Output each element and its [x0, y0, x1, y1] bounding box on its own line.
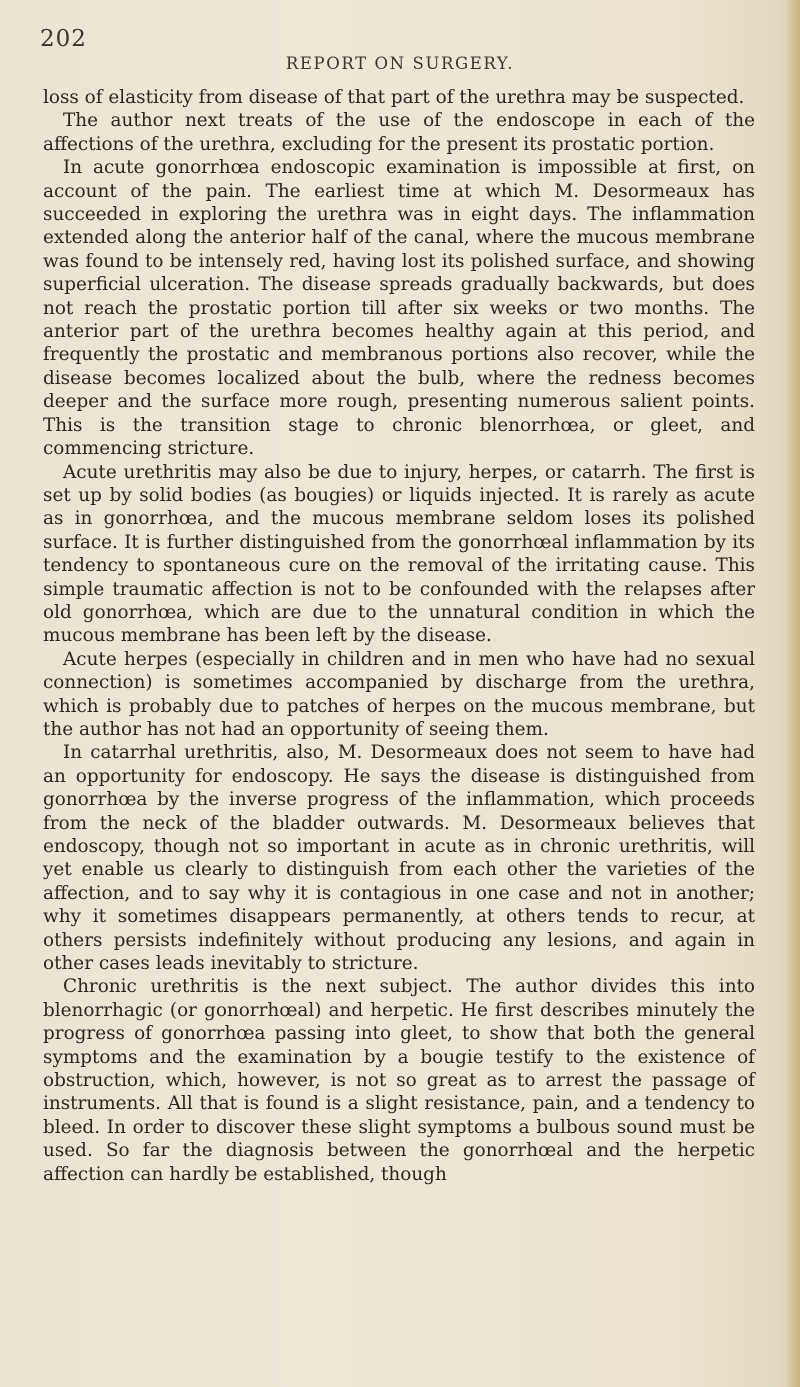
paragraph-acute-herpes: Acute herpes (especially in children and in men who have had no sexual connection) is sometimes accompanied by discharge from the urethra, which is probably due to patches of herpes on the mucous membrane, but the author has not had an opportunity of seeing them. — [43, 648, 755, 740]
paragraph-acute-urethritis: Acute urethritis may also be due to injury, herpes, or catarrh. The first is set up by solid bodies (as bougies) or liquids injected. It is rarely as acute as in gonorrhœa, and the mucous membrane seldom loses its polished surface. It is further distinguished from the gonorrhœal inflammation by its tendency to spontaneous cure on the removal of the irritating cause. This simple traumatic affection is not to be confounded with the relapses after old gonorrhœa, which are due to the unnatural condition in which the mucous membrane has been left by the disease. — [43, 461, 755, 647]
running-title: REPORT ON SURGERY. — [285, 54, 515, 73]
paragraph-acute-gonorrhoea: In acute gonorrhœa endoscopic examination is impossible at first, on account of the pain. The earliest time at which M. Desormeaux has succeeded in exploring the urethra was in eight days. The inflammation extended along the anterior half of the canal, where the mucous membrane was found to be intensely red, having lost its polished surface, and showing superficial ulceration. The disease spreads gradually backwards, but does not reach the prostatic portion till after six weeks or two months. The anterior part of the urethra becomes healthy again at this period, and frequently the prostatic and membranous portions also recover, while the disease becomes localized about the bulb, where the redness becomes deeper and the surface more rough, presenting numerous salient points. This is the transition stage to chronic blenorrhœa, or gleet, and commencing stricture. — [43, 157, 755, 460]
body-text — [43, 86, 755, 1186]
paragraph-endoscope-intro: The author next treats of the use of the endoscope in each of the affections of the urethra, excluding for the present its prostatic portion. — [43, 110, 755, 155]
paragraph-continuation: loss of elasticity from disease of that part of the urethra may be suspected. — [43, 87, 745, 108]
paragraph-chronic-urethritis: Chronic urethritis is the next subject. The author divides this into blenorrhagic (or gonorrhœal) and herpetic. He first describes minutely the progress of gonorrhœa passing into gleet, to show that both the general symptoms and the examination by a bougie testify to the existence of obstruction, which, however, is not so great as to arrest the passage of instruments. All that is found is a slight resistance, pain, and a tendency to bleed. In order to discover these slight symptoms a bulbous sound must be used. So far the diagnosis between the gonorrhœal and the herpetic affection can hardly be established, though — [43, 976, 755, 1185]
paragraph-catarrhal-urethritis: In catarrhal urethritis, also, M. Desormeaux does not seem to have had an opportunity for endoscopy. He says the disease is distinguished from gonorrhœa by the inverse progress of the inflammation, which proceeds from the neck of the bladder outwards. M. Desormeaux believes that endoscopy, though not so important in acute as in chronic urethritis, will yet enable us clearly to distinguish from each other the varieties of the affection, and to say why it is contagious in one case and not in another; why it sometimes disappears permanently, at others tends to recur, at others persists indefinitely without producing any lesions, and again in other cases leads inevitably to stricture. — [43, 742, 755, 975]
page-number: 202 — [40, 26, 87, 52]
page-edge-shadow — [786, 0, 800, 1387]
